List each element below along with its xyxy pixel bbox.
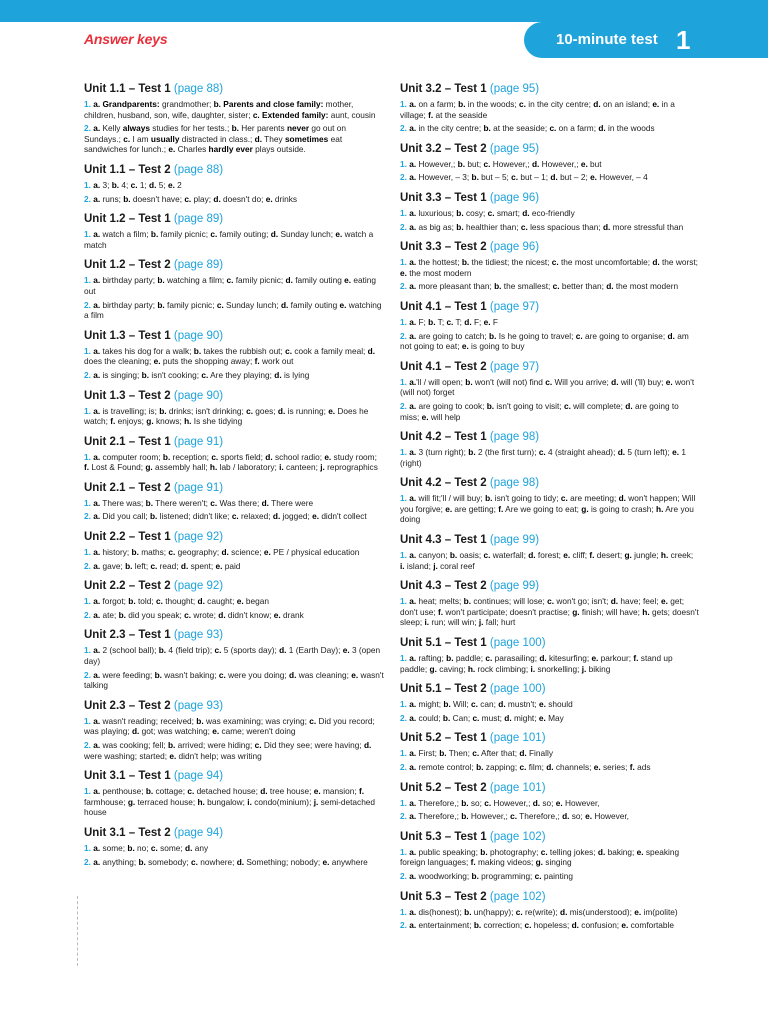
question-number: 2. xyxy=(400,870,410,881)
question-number: 2. xyxy=(84,193,94,204)
page-reference: (page 99) xyxy=(489,534,540,547)
answer-line: 2. a. are going to catch; b. Is he going to travel; c. are going to organise; d. am not going to eat; e. is going to buy xyxy=(400,330,689,352)
question-number: 1. xyxy=(400,447,410,458)
test-section xyxy=(400,533,700,571)
section-heading: Unit 4.2 – Test 1 (page 98) xyxy=(400,431,540,444)
question-number: 1. xyxy=(84,345,94,356)
page-reference: (page 89) xyxy=(173,213,224,226)
page-reference: (page 90) xyxy=(173,389,224,402)
question-number: 1. xyxy=(84,405,94,416)
question-number: 1. xyxy=(400,376,410,387)
question-number: 1. xyxy=(400,699,410,710)
test-section xyxy=(400,781,700,822)
answer-line: 1. a. Grandparents: grandmother; b. Parents and close family: mother, children, husband, son, wife, daughter, sister; c. Extended family: aunt, cousin xyxy=(84,99,376,120)
page-reference: (page 88) xyxy=(173,83,224,95)
page-reference: (page 101) xyxy=(489,781,546,794)
section-heading: Unit 1.1 – Test 1 (page 88) xyxy=(84,83,224,95)
answer-line: 1. a. rafting; b. paddle; c. parasailing; d. kitesurfing; e. parkour; f. stand up paddle; g. caving; h. rock climbing; i. snorkelling; j. biking xyxy=(400,653,673,674)
answer-line: 1. a. Therefore,; b. so; c. However,; d. so; e. However, xyxy=(400,797,600,808)
section-heading: Unit 3.3 – Test 2 (page 96) xyxy=(400,241,540,254)
question-number: 2. xyxy=(84,669,94,680)
answer-line: 2. a. ate; b. did you speak; c. wrote; d. didn't know; e. drank xyxy=(84,609,304,620)
answer-line: 2. a. However, – 3; b. but – 5; c. but – 1; d. but – 2; e. However, – 4 xyxy=(400,172,648,183)
question-number: 2. xyxy=(84,560,94,571)
answer-line: 1. a. will fit;'ll / will buy; b. isn't going to tidy; c. are meeting; d. won't happen; Will you forgive; e. are getting; f. Are we going to eat; g. is going to crash; h. Are you doing xyxy=(400,493,696,525)
test-tab xyxy=(524,22,768,58)
section-heading: Unit 2.3 – Test 1 (page 93) xyxy=(84,629,224,642)
answer-line: 1. a. birthday party; b. watching a film; c. family picnic; d. family outing e. eating out xyxy=(84,275,376,296)
answer-line: 2. a. gave; b. left; c. read; d. spent; e. paid xyxy=(84,560,241,571)
section-heading: Unit 1.1 – Test 2 (page 88) xyxy=(84,163,224,176)
test-section xyxy=(84,389,384,427)
answer-line: 1. a. First; b. Then; c. After that; d. Finally xyxy=(400,748,553,759)
section-heading: Unit 4.3 – Test 2 (page 99) xyxy=(400,580,540,593)
question-number: 1. xyxy=(400,493,410,504)
answer-line: 2. a. woodworking; b. programming; c. painting xyxy=(400,870,573,881)
question-number: 2. xyxy=(84,740,94,750)
test-section xyxy=(84,212,384,250)
answer-line: 1. a. is travelling; is; b. drinks; isn't drinking; c. goes; d. is running; e. Does he watch; f. enjoys; g. knows; h. Is she tidying xyxy=(84,405,369,427)
section-heading: Unit 2.2 – Test 1 (page 92) xyxy=(84,531,224,544)
question-number: 1. xyxy=(400,797,410,808)
question-number: 2. xyxy=(84,369,94,380)
question-number: 2. xyxy=(84,511,94,522)
question-number: 2. xyxy=(400,281,410,292)
page-reference: (page 91) xyxy=(173,435,224,448)
page-reference: (page 96) xyxy=(489,241,540,254)
question-number: 1. xyxy=(400,906,410,917)
test-section xyxy=(84,435,384,473)
test-section xyxy=(400,430,700,468)
answer-line: 2. a. birthday party; b. family picnic; c. Sunday lunch; d. family outing e. watching a film xyxy=(84,299,382,321)
page-reference: (page 102) xyxy=(489,830,546,843)
question-number: 1. xyxy=(400,207,410,218)
question-number: 2. xyxy=(400,330,410,341)
answer-line: 1. a. takes his dog for a walk; b. takes the rubbish out; c. cook a family meal; d. does the cleaning; e. puts the shopping away; f. work out xyxy=(84,345,376,367)
answer-line: 2. a. entertainment; b. correction; c. hopeless; d. confusion; e. comfortable xyxy=(400,920,674,931)
page-reference: (page 100) xyxy=(489,683,546,696)
answer-line: 2. a. in the city centre; b. at the seaside; c. on a farm; d. in the woods xyxy=(400,123,655,134)
question-number: 2. xyxy=(84,609,94,620)
section-heading: Unit 5.2 – Test 2 (page 101) xyxy=(400,781,546,794)
question-number: 1. xyxy=(84,645,94,656)
test-section xyxy=(400,830,700,882)
question-number: 2. xyxy=(400,712,410,723)
answer-line: 1. a. forgot; b. told; c. thought; d. caught; e. began xyxy=(84,596,270,607)
answer-line: 1. a. watch a film; b. family picnic; c. family outing; d. Sunday lunch; e. watch a match xyxy=(84,229,374,250)
page-reference: (page 95) xyxy=(489,142,540,155)
test-section xyxy=(84,82,384,155)
test-section xyxy=(84,579,384,620)
test-section xyxy=(400,731,700,772)
section-heading: Unit 3.2 – Test 2 (page 95) xyxy=(400,142,540,155)
question-number: 2. xyxy=(84,299,94,310)
section-heading: Unit 5.2 – Test 1 (page 101) xyxy=(400,732,546,745)
section-heading: Unit 3.1 – Test 1 (page 94) xyxy=(84,770,224,783)
page-reference: (page 91) xyxy=(173,481,224,494)
answer-line: 2. a. was cooking; fell; b. arrived; were hiding; c. Did they see; were having; d. were washing; started; e. didn't help; was writing xyxy=(84,740,372,761)
page-reference: (page 98) xyxy=(489,431,540,444)
question-number: 1. xyxy=(84,715,94,726)
question-number: 1. xyxy=(84,547,94,558)
answer-line: 1. a. There was; b. There weren't; c. Was there; d. There were xyxy=(84,497,314,508)
question-number: 1. xyxy=(84,275,94,286)
answer-line: 2. a. were feeding; b. wasn't baking; c. were you doing; d. was cleaning; e. wasn't talking xyxy=(84,669,384,691)
question-number: 1. xyxy=(84,229,94,240)
page-reference: (page 95) xyxy=(489,83,540,95)
answer-line: 1. a. F; b. T; c. T; d. F; e. F xyxy=(400,316,498,327)
question-number: 2. xyxy=(400,172,410,183)
test-section xyxy=(400,240,700,292)
question-number: 1. xyxy=(400,158,410,169)
section-heading: Unit 2.2 – Test 2 (page 92) xyxy=(84,580,224,593)
section-heading: Unit 5.1 – Test 2 (page 100) xyxy=(400,683,546,696)
test-section xyxy=(84,530,384,571)
test-section xyxy=(400,82,700,134)
right-column xyxy=(400,82,700,939)
test-section xyxy=(84,628,384,690)
page-reference: (page 89) xyxy=(173,259,224,272)
question-number: 2. xyxy=(400,123,410,134)
page-reference: (page 96) xyxy=(489,191,540,204)
page-reference: (page 93) xyxy=(173,629,224,642)
section-heading: Unit 5.3 – Test 1 (page 102) xyxy=(400,830,546,843)
question-number: 1. xyxy=(84,451,94,462)
page-reference: (page 99) xyxy=(489,580,540,593)
section-label: Answer keys xyxy=(84,31,168,47)
question-number: 1. xyxy=(400,316,410,327)
answer-line: 1. a. penthouse; b. cottage; c. detached house; d. tree house; e. mansion; f. farmhouse; g. terraced house; h. bungalow; i. condo(minium); j. semi-detached house xyxy=(84,786,376,818)
left-column xyxy=(84,82,384,875)
page-reference: (page 92) xyxy=(173,580,224,593)
margin-guide xyxy=(77,896,78,966)
question-number: 1. xyxy=(400,653,410,664)
page-reference: (page 100) xyxy=(489,637,546,650)
test-section xyxy=(84,826,384,867)
section-heading: Unit 4.1 – Test 2 (page 97) xyxy=(400,360,540,373)
page-reference: (page 93) xyxy=(173,699,224,712)
page-reference: (page 97) xyxy=(489,360,540,373)
test-section xyxy=(84,329,384,381)
answer-line: 1. a. some; b. no; c. some; d. any xyxy=(84,842,209,853)
question-number: 2. xyxy=(400,762,410,772)
answer-line: 1. a.'ll / will open; b. won't (will not) find c. Will you arrive; d. will ('ll) buy; e. won't (will not) forget xyxy=(400,376,695,398)
page-reference: (page 92) xyxy=(173,531,224,544)
question-number: 1. xyxy=(400,257,410,268)
answer-line: 1. a. heat; melts; b. continues; will lose; c. won't go; isn't; d. have; feel; e. get; don't use; f. won't participate; doesn't practise; g. finish; will have; h. gets; doesn't sleep; i. run; will win; j. fall; hurt xyxy=(400,596,699,628)
test-section xyxy=(400,300,700,352)
answer-line: 1. a. 3 (turn right); b. 2 (the first turn); c. 4 (straight ahead); d. 5 (turn left); e. 1 (right) xyxy=(400,447,686,468)
page-reference: (page 102) xyxy=(489,890,546,903)
answer-line: 2. a. could; b. Can; c. must; d. might; e. May xyxy=(400,712,564,723)
test-section xyxy=(400,191,700,232)
test-section xyxy=(400,890,700,931)
question-number: 2. xyxy=(84,123,94,134)
test-section xyxy=(84,163,384,204)
section-heading: Unit 2.1 – Test 1 (page 91) xyxy=(84,435,224,448)
answer-line: 2. a. Therefore,; b. However,; c. Therefore,; d. so; e. However, xyxy=(400,811,629,822)
question-number: 1. xyxy=(84,179,94,190)
answer-line: 1. a. the hottest; b. the tidiest; the nicest; c. the most uncomfortable; d. the worst; e. the most modern xyxy=(400,257,698,278)
question-number: 1. xyxy=(84,596,94,607)
test-section xyxy=(400,360,700,422)
test-section xyxy=(84,481,384,522)
section-heading: Unit 3.1 – Test 2 (page 94) xyxy=(84,826,224,839)
section-heading: Unit 4.1 – Test 1 (page 97) xyxy=(400,300,540,313)
answer-line: 2. a. Did you call; b. listened; didn't like; c. relaxed; d. jogged; e. didn't collect xyxy=(84,511,367,522)
section-heading: Unit 3.3 – Test 1 (page 96) xyxy=(400,191,540,204)
answer-line: 1. a. on a farm; b. in the woods; c. in the city centre; d. on an island; e. in a village; f. at the seaside xyxy=(400,99,675,120)
question-number: 2. xyxy=(400,920,410,931)
top-banner xyxy=(0,0,768,22)
section-heading: Unit 2.1 – Test 2 (page 91) xyxy=(84,481,224,494)
page-reference: (page 101) xyxy=(489,732,546,745)
page-reference: (page 94) xyxy=(173,770,224,783)
answer-line: 2. a. as big as; b. healthier than; c. less spacious than; d. more stressful than xyxy=(400,221,684,232)
section-heading: Unit 2.3 – Test 2 (page 93) xyxy=(84,699,224,712)
question-number: 1. xyxy=(400,846,410,857)
question-number: 1. xyxy=(400,99,410,109)
test-title: 10-minute test xyxy=(556,31,658,48)
question-number: 1. xyxy=(84,99,94,109)
answer-line: 1. a. wasn't reading; received; b. was examining; was crying; c. Did you record; was playing; d. got; was watching; e. came; weren't doing xyxy=(84,715,375,737)
question-number: 1. xyxy=(84,786,94,797)
answer-line: 1. a. 2 (school ball); b. 4 (field trip); c. 5 (sports day); d. 1 (Earth Day); e. 3 (open day) xyxy=(84,645,381,667)
question-number: 2. xyxy=(84,856,94,867)
answer-line: 2. a. Kelly always studies for her tests.; b. Her parents never go out on Sundays.; c. I am usually distracted in class.; d. They sometimes eat sandwiches for lunch.; e. Charles hardly ever plays outside. xyxy=(84,123,346,155)
page-reference: (page 94) xyxy=(173,826,224,839)
section-heading: Unit 5.1 – Test 1 (page 100) xyxy=(400,637,546,650)
section-heading: Unit 1.3 – Test 1 (page 90) xyxy=(84,329,224,342)
test-section xyxy=(400,142,700,183)
question-number: 2. xyxy=(400,221,410,232)
section-heading: Unit 1.2 – Test 2 (page 89) xyxy=(84,259,224,272)
section-heading: Unit 3.2 – Test 1 (page 95) xyxy=(400,83,540,95)
section-heading: Unit 4.2 – Test 2 (page 98) xyxy=(400,477,540,490)
answer-line: 1. a. luxurious; b. cosy; c. smart; d. eco-friendly xyxy=(400,207,575,218)
test-section xyxy=(400,682,700,723)
section-heading: Unit 5.3 – Test 2 (page 102) xyxy=(400,890,546,903)
test-section xyxy=(84,258,384,320)
page-reference: (page 88) xyxy=(173,163,224,176)
test-section xyxy=(400,636,700,674)
test-section xyxy=(400,579,700,628)
section-heading: Unit 4.3 – Test 1 (page 99) xyxy=(400,534,540,547)
answer-line: 2. a. runs; b. doesn't have; c. play; d. doesn't do; e. drinks xyxy=(84,193,298,204)
test-section xyxy=(84,769,384,818)
answer-line: 2. a. remote control; b. zapping; c. film; d. channels; e. series; f. ads xyxy=(400,762,651,772)
section-heading: Unit 1.2 – Test 1 (page 89) xyxy=(84,213,224,226)
question-number: 2. xyxy=(400,811,410,822)
question-number: 1. xyxy=(400,748,410,759)
answer-line: 2. a. are going to cook; b. isn't going to visit; c. will complete; d. are going to miss; e. will help xyxy=(400,400,679,422)
answer-line: 1. a. However,; b. but; c. However,; d. However,; e. but xyxy=(400,158,602,169)
answer-line: 1. a. dis(honest); b. un(happy); c. re(write); d. mis(understood); e. im(polite) xyxy=(400,906,678,917)
question-number: 1. xyxy=(400,550,410,561)
answer-line: 1. a. computer room; b. reception; c. sports field; d. school radio; e. study room; f. Lost & Found; g. assembly hall; h. lab / laboratory; i. canteen; j. reprographics xyxy=(84,451,378,473)
question-number: 1. xyxy=(84,842,94,853)
answer-line: 2. a. anything; b. somebody; c. nowhere; d. Something; nobody; e. anywhere xyxy=(84,856,368,867)
section-heading: Unit 1.3 – Test 2 (page 90) xyxy=(84,389,224,402)
test-section xyxy=(400,476,700,525)
page-reference: (page 98) xyxy=(489,477,540,490)
answer-line: 1. a. canyon; b. oasis; c. waterfall; d. forest; e. cliff; f. desert; g. jungle; h. creek; i. island; j. coral reef xyxy=(400,550,694,571)
test-section xyxy=(84,699,384,761)
page-reference: (page 90) xyxy=(173,329,224,342)
test-number: 1 xyxy=(676,25,691,55)
answer-line: 1. a. history; b. maths; c. geography; d. science; e. PE / physical education xyxy=(84,547,360,558)
answer-line: 1. a. 3; b. 4; c. 1; d. 5; e. 2 xyxy=(84,179,182,190)
question-number: 1. xyxy=(400,596,410,607)
question-number: 1. xyxy=(84,497,94,508)
answer-line: 2. a. is singing; b. isn't cooking; c. Are they playing; d. is lying xyxy=(84,369,310,380)
answer-line: 1. a. public speaking; b. photography; c. telling jokes; d. baking; e. speaking foreign languages; f. making videos; g. singing xyxy=(400,846,680,868)
question-number: 2. xyxy=(400,400,410,411)
page-reference: (page 97) xyxy=(489,300,540,313)
answer-line: 1. a. might; b. Will; c. can; d. mustn't; e. should xyxy=(400,699,573,710)
answer-line: 2. a. more pleasant than; b. the smallest; c. better than; d. the most modern xyxy=(400,281,679,292)
